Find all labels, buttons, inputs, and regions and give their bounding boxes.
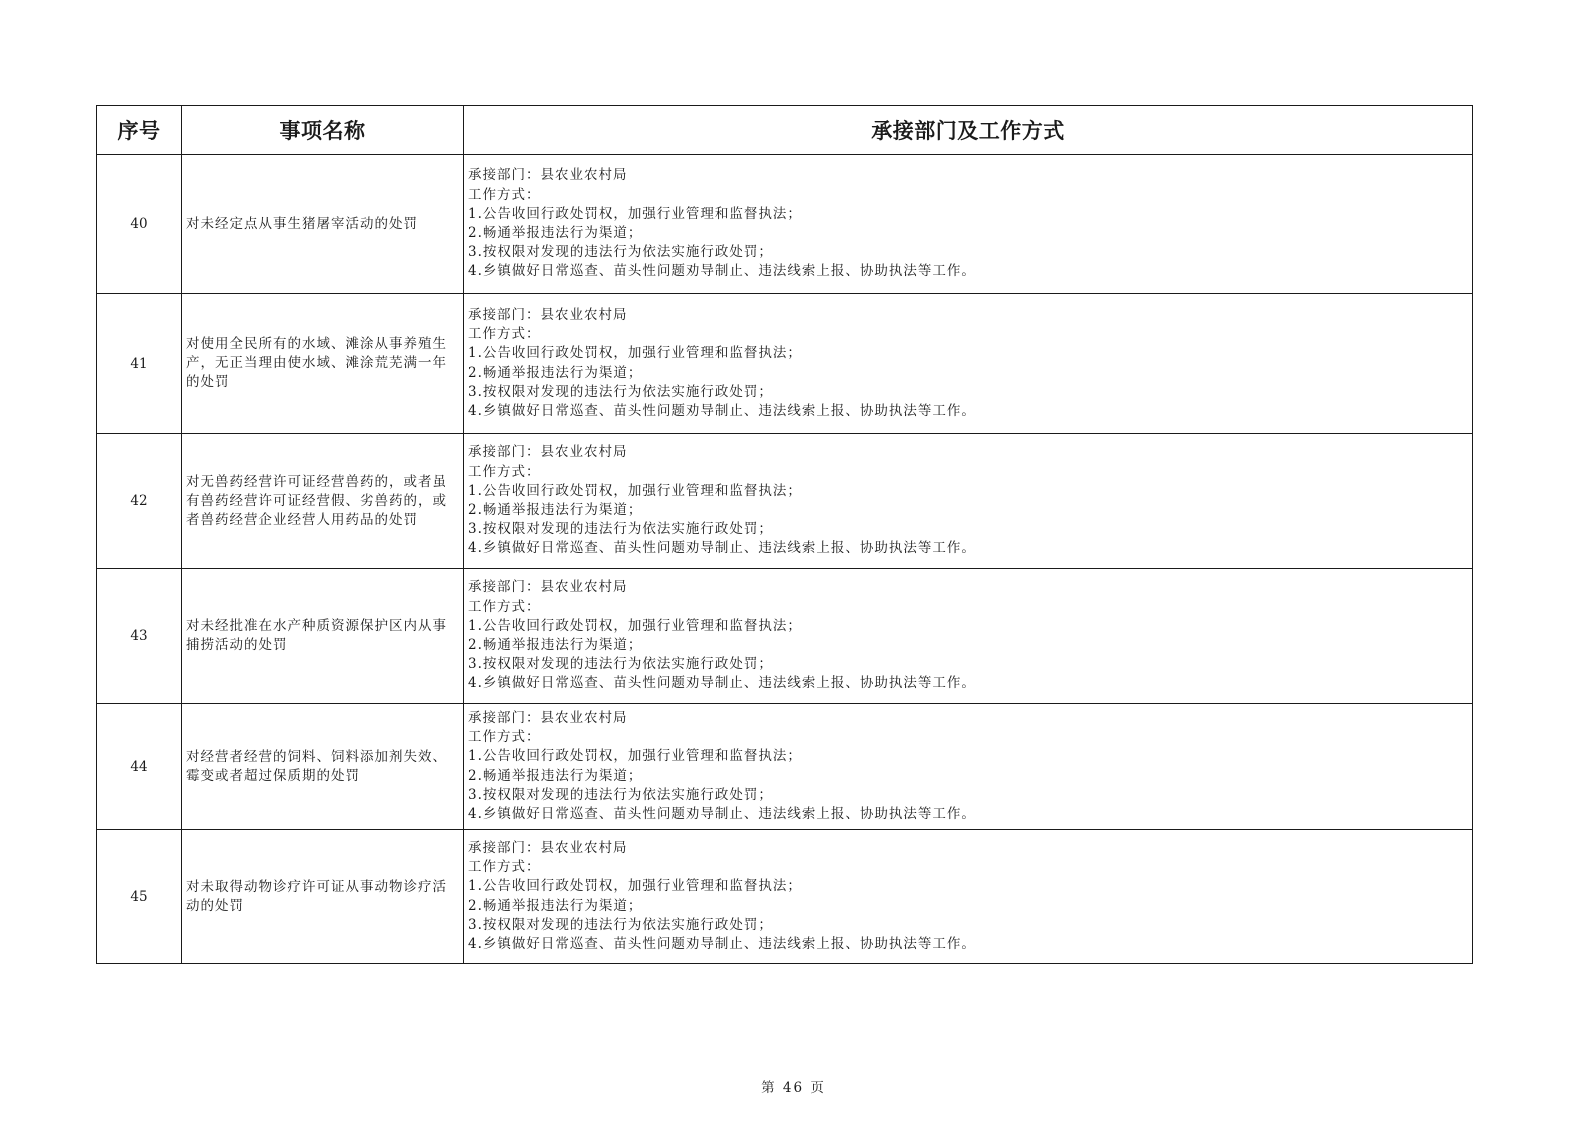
dept-line: 承接部门：县农业农村局: [468, 167, 628, 184]
dept-line: 2.畅通举报违法行为渠道；: [468, 502, 643, 518]
dept-line: 工作方式：: [468, 729, 541, 746]
item-name: 对未经批准在水产种质资源保护区内从事捕捞活动的处罚: [182, 569, 464, 704]
item-name: 对使用全民所有的水域、滩涂从事养殖生产，无正当理由使水域、滩涂荒芜满一年的处罚: [182, 294, 464, 434]
dept-line: 1.公告收回行政处罚权，加强行业管理和监督执法；: [468, 345, 802, 362]
item-name: 对经营者经营的饲料、饲料添加剂失效、霉变或者超过保质期的处罚: [182, 704, 464, 830]
dept-line: 1.公告收回行政处罚权，加强行业管理和监督执法；: [468, 878, 802, 895]
dept-line: 1.公告收回行政处罚权，加强行业管理和监督执法；: [468, 482, 802, 499]
row-number: 42: [97, 434, 182, 569]
table-row: [97, 704, 1473, 830]
row-number: 44: [97, 704, 182, 830]
dept-line: 2.畅通举报违法行为渠道；: [468, 225, 643, 241]
dept-line: 承接部门：县农业农村局: [468, 306, 628, 323]
dept-line: 2.畅通举报违法行为渠道；: [468, 897, 643, 914]
dept-line: 4.乡镇做好日常巡查、苗头性问题劝导制止、违法线索上报、协助执法等工作。: [468, 263, 976, 280]
dept-cell: [464, 830, 1473, 964]
dept-line: 3.按权限对发现的违法行为依法实施行政处罚；: [468, 521, 773, 538]
table-row: [97, 155, 1473, 294]
dept-line: 1.公告收回行政处罚权，加强行业管理和监督执法；: [468, 617, 802, 634]
dept-cell: [464, 294, 1473, 434]
dept-line: 3.按权限对发现的违法行为依法实施行政处罚；: [468, 786, 773, 803]
dept-line: 2.畅通举报违法行为渠道；: [468, 767, 643, 784]
dept-line: 3.按权限对发现的违法行为依法实施行政处罚；: [468, 916, 773, 933]
dept-line: 3.按权限对发现的违法行为依法实施行政处罚；: [468, 656, 773, 673]
dept-line: 2.畅通举报违法行为渠道；: [468, 637, 643, 653]
row-number: 45: [97, 830, 182, 964]
dept-line: 4.乡镇做好日常巡查、苗头性问题劝导制止、违法线索上报、协助执法等工作。: [468, 540, 976, 557]
dept-line: 工作方式：: [468, 326, 541, 343]
table-row: [97, 294, 1473, 434]
dept-cell: [464, 155, 1473, 294]
dept-line: 4.乡镇做好日常巡查、苗头性问题劝导制止、违法线索上报、协助执法等工作。: [468, 935, 976, 952]
dept-line: 4.乡镇做好日常巡查、苗头性问题劝导制止、违法线索上报、协助执法等工作。: [468, 675, 976, 692]
dept-cell: [464, 569, 1473, 704]
header-no: 序号: [97, 106, 182, 155]
dept-line: 4.乡镇做好日常巡查、苗头性问题劝导制止、违法线索上报、协助执法等工作。: [468, 402, 976, 419]
header-row: [97, 106, 1473, 155]
dept-line: 工作方式：: [468, 186, 541, 203]
row-number: 40: [97, 155, 182, 294]
table-row: [97, 569, 1473, 704]
items-table: [96, 105, 1473, 964]
dept-line: 工作方式：: [468, 463, 541, 480]
dept-line: 工作方式：: [468, 598, 541, 615]
dept-line: 1.公告收回行政处罚权，加强行业管理和监督执法；: [468, 205, 802, 222]
table-row: [97, 434, 1473, 569]
dept-line: 承接部门：县农业农村局: [468, 709, 628, 726]
dept-line: 承接部门：县农业农村局: [468, 839, 628, 856]
header-dept: 承接部门及工作方式: [464, 106, 1473, 155]
table-row: [97, 830, 1473, 964]
dept-cell: [464, 704, 1473, 830]
item-name: 对无兽药经营许可证经营兽药的，或者虽有兽药经营许可证经营假、劣兽药的，或者兽药经营企业经营人用药品的处罚: [182, 434, 464, 569]
page-number: 第 46 页: [761, 1080, 826, 1096]
item-name: 对未取得动物诊疗许可证从事动物诊疗活动的处罚: [182, 830, 464, 964]
header-name: 事项名称: [182, 106, 464, 155]
dept-line: 工作方式：: [468, 859, 541, 876]
dept-line: 3.按权限对发现的违法行为依法实施行政处罚；: [468, 383, 773, 400]
row-number: 43: [97, 569, 182, 704]
dept-line: 1.公告收回行政处罚权，加强行业管理和监督执法；: [468, 748, 802, 765]
dept-cell: [464, 434, 1473, 569]
dept-line: 4.乡镇做好日常巡查、苗头性问题劝导制止、违法线索上报、协助执法等工作。: [468, 805, 976, 822]
dept-line: 3.按权限对发现的违法行为依法实施行政处罚；: [468, 244, 773, 261]
dept-line: 承接部门：县农业农村局: [468, 444, 628, 461]
dept-line: 承接部门：县农业农村局: [468, 579, 628, 596]
row-number: 41: [97, 294, 182, 434]
dept-line: 2.畅通举报违法行为渠道；: [468, 364, 643, 381]
item-name: 对未经定点从事生猪屠宰活动的处罚: [182, 155, 464, 294]
